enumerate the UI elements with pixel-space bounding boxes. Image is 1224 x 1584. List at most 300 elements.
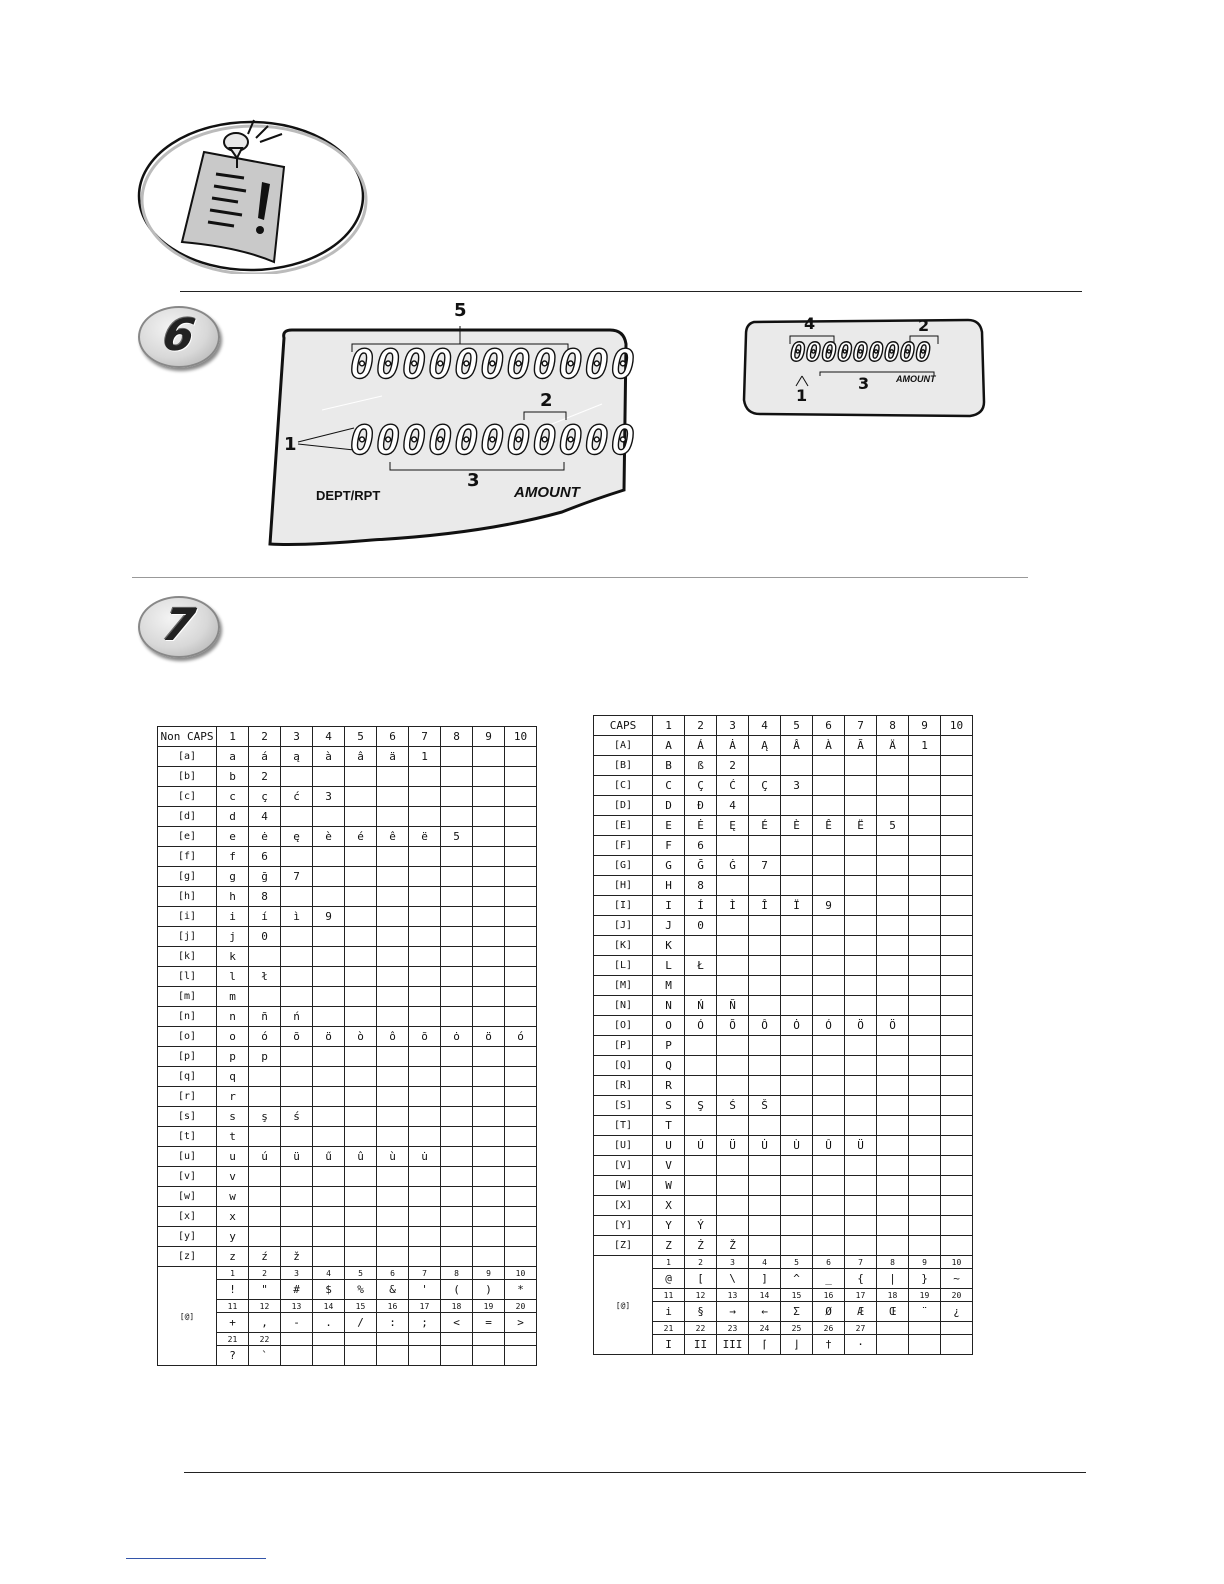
char-cell [377,907,409,927]
char-cell [941,1236,973,1256]
row-key-cell: [l] [158,967,217,987]
char-cell [505,1247,537,1267]
table-row [158,1167,537,1187]
char-cell: Ã [845,736,877,756]
char-cell [409,887,441,907]
char-cell [877,956,909,976]
char-cell [345,1227,377,1247]
row-key-cell: [K] [594,936,653,956]
char-cell: Ń [685,996,717,1016]
char-cell [813,1036,845,1056]
special-symbol-cell: & [377,1280,409,1300]
char-cell: S [653,1096,685,1116]
char-cell: Ż [685,1236,717,1256]
char-cell [441,1227,473,1247]
char-cell [505,827,537,847]
char-cell [377,967,409,987]
special-symbol-cell [345,1346,377,1366]
char-cell [313,1087,345,1107]
section-6-badge [138,306,220,368]
char-cell [877,1156,909,1176]
special-index-cell [505,1333,537,1346]
char-cell [941,816,973,836]
char-cell [345,1247,377,1267]
char-cell [377,767,409,787]
char-cell [877,1176,909,1196]
special-index-cell [941,1322,973,1335]
char-cell [473,787,505,807]
dept-rpt-label: DEPT/RPT [316,488,381,503]
char-cell [909,1216,941,1236]
char-cell [909,836,941,856]
char-cell [313,1227,345,1247]
char-cell [409,1207,441,1227]
char-cell: Ȯ [781,1016,813,1036]
char-cell [345,1107,377,1127]
char-cell: á [249,747,281,767]
special-key-cell: [@] [158,1267,217,1366]
char-cell: Ȧ [717,736,749,756]
special-index-cell: 27 [845,1322,877,1335]
special-index-cell: 22 [685,1322,717,1335]
row-key-cell: [k] [158,947,217,967]
table-row [158,967,537,987]
char-cell [409,767,441,787]
char-cell [941,756,973,776]
char-cell: Î [749,896,781,916]
row-key-cell: [y] [158,1227,217,1247]
special-index-cell: 21 [217,1333,249,1346]
char-cell: Ó [685,1016,717,1036]
table-row [594,756,973,776]
header-column-cell: 9 [909,716,941,736]
char-cell [313,1067,345,1087]
header-key-cell: CAPS [594,716,653,736]
special-symbol-cell: ) [473,1280,505,1300]
char-cell: ḡ [249,867,281,887]
char-cell: È [781,816,813,836]
char-cell: r [217,1087,249,1107]
special-index-cell: 18 [441,1300,473,1313]
special-symbol-cell: , [249,1313,281,1333]
char-cell [345,967,377,987]
char-cell: ó [505,1027,537,1047]
char-cell: Z [653,1236,685,1256]
char-cell: ź [249,1247,281,1267]
char-cell [249,1227,281,1247]
table-row [594,776,973,796]
special-symbol-cell: II [685,1335,717,1355]
large-display-row1: 00000000000 [350,342,637,388]
char-cell [845,1176,877,1196]
char-cell [941,1056,973,1076]
special-symbol-cell: > [505,1313,537,1333]
table-row [158,847,537,867]
char-cell [781,1216,813,1236]
small-callout-3: 3 [858,374,870,393]
char-cell: Í [685,896,717,916]
char-cell: 2 [717,756,749,776]
table-row [158,1067,537,1087]
char-cell [409,847,441,867]
char-cell [941,1036,973,1056]
table-row [158,1007,537,1027]
char-cell [505,867,537,887]
char-cell: c [217,787,249,807]
char-cell: Ḡ [685,856,717,876]
table-row [158,767,537,787]
char-cell [781,1096,813,1116]
row-key-cell: [X] [594,1196,653,1216]
char-cell: i [217,907,249,927]
char-cell [749,1176,781,1196]
char-cell [813,936,845,956]
char-cell [749,836,781,856]
char-cell: Ö [877,1016,909,1036]
char-cell: Ô [749,1016,781,1036]
table-row [158,907,537,927]
char-cell [781,1236,813,1256]
char-cell [781,836,813,856]
char-cell [345,1127,377,1147]
char-cell [749,1156,781,1176]
row-key-cell: [u] [158,1147,217,1167]
char-cell [473,807,505,827]
char-cell [813,1156,845,1176]
char-cell [877,756,909,776]
divider-top [180,291,1082,292]
special-symbol-cell: ⌈ [749,1335,781,1355]
char-cell [377,1047,409,1067]
char-cell [313,1167,345,1187]
char-cell [877,1096,909,1116]
char-cell [749,976,781,996]
char-cell [281,947,313,967]
char-cell [345,1187,377,1207]
char-cell [473,747,505,767]
special-symbol-cell: \ [717,1269,749,1289]
special-index-cell: 18 [877,1289,909,1302]
char-cell: g [217,867,249,887]
special-index-cell: 5 [781,1256,813,1269]
char-cell [781,756,813,776]
special-symbol-cell: } [909,1269,941,1289]
table-row [158,1107,537,1127]
table-row [158,1027,537,1047]
special-symbol-cell: : [377,1313,409,1333]
char-cell [345,1207,377,1227]
char-cell [505,1107,537,1127]
special-symbol-cell [313,1346,345,1366]
char-cell: U̇ [749,1136,781,1156]
special-index-cell: 15 [781,1289,813,1302]
char-cell [505,1127,537,1147]
row-key-cell: [g] [158,867,217,887]
large-display-row2: 00000000000 [350,418,637,464]
char-cell [377,1207,409,1227]
special-symbol-cell [505,1346,537,1366]
row-key-cell: [q] [158,1067,217,1087]
special-number-row [594,1256,973,1269]
note-illustration [134,112,370,274]
char-cell [441,1207,473,1227]
char-cell [909,856,941,876]
char-cell: Ç [749,776,781,796]
char-cell: J [653,916,685,936]
row-key-cell: [v] [158,1167,217,1187]
char-cell [473,1047,505,1067]
table-row [158,747,537,767]
special-index-cell: 22 [249,1333,281,1346]
row-key-cell: [c] [158,787,217,807]
char-cell [813,756,845,776]
char-cell [377,1227,409,1247]
char-cell [749,1116,781,1136]
char-cell [717,1036,749,1056]
char-cell: 1 [409,747,441,767]
char-cell [409,1007,441,1027]
char-cell [377,1087,409,1107]
special-index-cell: 11 [217,1300,249,1313]
char-cell [409,1067,441,1087]
char-cell [845,1156,877,1176]
char-cell [909,1196,941,1216]
special-symbol-cell: | [877,1269,909,1289]
char-cell: À [813,736,845,756]
row-key-cell: [U] [594,1136,653,1156]
char-cell [909,1056,941,1076]
char-cell: 5 [877,816,909,836]
table-row [158,1087,537,1107]
char-cell: ñ [249,1007,281,1027]
char-cell [249,1207,281,1227]
char-cell [781,956,813,976]
char-cell: R [653,1076,685,1096]
special-index-cell: 1 [653,1256,685,1269]
char-cell: P [653,1036,685,1056]
char-cell: 0 [249,927,281,947]
char-cell [345,907,377,927]
char-cell [281,927,313,947]
table-row [594,1056,973,1076]
row-key-cell: [t] [158,1127,217,1147]
callout-3: 3 [467,470,480,491]
char-cell [473,1127,505,1147]
char-cell: Ë [845,816,877,836]
special-index-cell: 25 [781,1322,813,1335]
row-key-cell: [F] [594,836,653,856]
char-cell [473,1107,505,1127]
special-index-cell: 6 [813,1256,845,1269]
row-key-cell: [h] [158,887,217,907]
char-cell [813,976,845,996]
char-cell [781,1176,813,1196]
char-cell [749,1216,781,1236]
char-cell: 3 [781,776,813,796]
char-cell: C [653,776,685,796]
char-cell [409,1087,441,1107]
char-cell [505,1007,537,1027]
char-cell [717,1176,749,1196]
pinned-note-icon [134,112,370,274]
char-cell: H [653,876,685,896]
char-cell [473,1207,505,1227]
char-cell: Ė [685,816,717,836]
char-cell [473,767,505,787]
char-cell [845,776,877,796]
special-index-cell: 14 [749,1289,781,1302]
char-cell: è [313,827,345,847]
table-row [594,916,973,936]
char-cell [685,1156,717,1176]
char-cell [909,1036,941,1056]
char-cell [717,836,749,856]
char-cell: Ý [685,1216,717,1236]
char-cell [845,756,877,776]
char-cell [781,1196,813,1216]
callout-1: 1 [284,434,297,455]
char-cell: ß [685,756,717,776]
char-cell [749,916,781,936]
char-cell [877,1056,909,1076]
table-row [594,896,973,916]
header-column-cell: 1 [217,727,249,747]
char-cell [941,1016,973,1036]
char-cell [249,987,281,1007]
char-cell [813,836,845,856]
char-cell [909,1016,941,1036]
special-index-cell: 4 [313,1267,345,1280]
char-cell: s [217,1107,249,1127]
header-column-cell: 10 [505,727,537,747]
char-cell [441,887,473,907]
char-cell: Ć [717,776,749,796]
char-cell [845,976,877,996]
char-cell [909,796,941,816]
char-cell: ë [409,827,441,847]
char-cell: õ [281,1027,313,1047]
char-cell [281,1187,313,1207]
special-index-cell [909,1322,941,1335]
char-cell: G [653,856,685,876]
row-key-cell: [A] [594,736,653,756]
char-cell [813,956,845,976]
section-6-number: 6 [159,310,199,361]
char-cell: 5 [441,827,473,847]
char-cell: à [313,747,345,767]
row-key-cell: [H] [594,876,653,896]
header-column-cell: 4 [749,716,781,736]
char-cell: ó [249,1027,281,1047]
char-cell: ń [281,1007,313,1027]
char-cell [781,856,813,876]
char-cell [345,947,377,967]
char-cell [813,1056,845,1076]
char-cell [281,807,313,827]
special-index-cell [345,1333,377,1346]
char-cell [909,1116,941,1136]
char-cell [377,807,409,827]
char-cell [313,847,345,867]
special-symbol-cell: ' [409,1280,441,1300]
special-index-cell: 16 [813,1289,845,1302]
char-cell [441,1187,473,1207]
table-row [158,887,537,907]
char-cell: ö [473,1027,505,1047]
special-symbol-cell [941,1335,973,1355]
char-cell [505,1227,537,1247]
char-cell [441,907,473,927]
special-index-cell [281,1333,313,1346]
char-cell [941,936,973,956]
char-cell: O [653,1016,685,1036]
table-row [594,1196,973,1216]
char-cell: ł [249,967,281,987]
char-cell [749,796,781,816]
char-cell [685,1056,717,1076]
char-cell [505,1067,537,1087]
table-row [594,816,973,836]
char-cell [941,916,973,936]
char-cell [717,1056,749,1076]
row-key-cell: [f] [158,847,217,867]
char-cell [345,1047,377,1067]
char-cell: 4 [249,807,281,827]
char-cell [377,1107,409,1127]
char-cell: a [217,747,249,767]
char-cell [441,1087,473,1107]
char-cell [473,1227,505,1247]
row-key-cell: [j] [158,927,217,947]
char-cell [909,896,941,916]
char-cell [377,1187,409,1207]
special-symbol-cell: ¿ [941,1302,973,1322]
char-cell [781,1056,813,1076]
char-cell: u̇ [409,1147,441,1167]
row-key-cell: [M] [594,976,653,996]
char-cell [749,876,781,896]
char-cell [473,1247,505,1267]
char-cell [813,1176,845,1196]
char-cell [441,867,473,887]
special-index-cell: 20 [941,1289,973,1302]
header-column-cell: 5 [345,727,377,747]
char-cell [345,1007,377,1027]
char-cell: ö [313,1027,345,1047]
char-cell [505,907,537,927]
small-callout-4: 4 [804,314,816,333]
char-cell [941,1116,973,1136]
char-cell: û [345,1147,377,1167]
row-key-cell: [s] [158,1107,217,1127]
char-cell [877,836,909,856]
char-cell: z [217,1247,249,1267]
char-cell [409,1107,441,1127]
special-symbol-cell: ] [749,1269,781,1289]
char-cell [781,996,813,1016]
char-cell: N [653,996,685,1016]
char-cell [377,1167,409,1187]
special-index-cell [313,1333,345,1346]
table-row [158,1247,537,1267]
special-index-cell: 12 [249,1300,281,1313]
special-symbol-cell: Æ [845,1302,877,1322]
char-cell [345,887,377,907]
char-cell: Ü [717,1136,749,1156]
char-cell [941,996,973,1016]
char-cell: 6 [685,836,717,856]
table-row [594,1096,973,1116]
